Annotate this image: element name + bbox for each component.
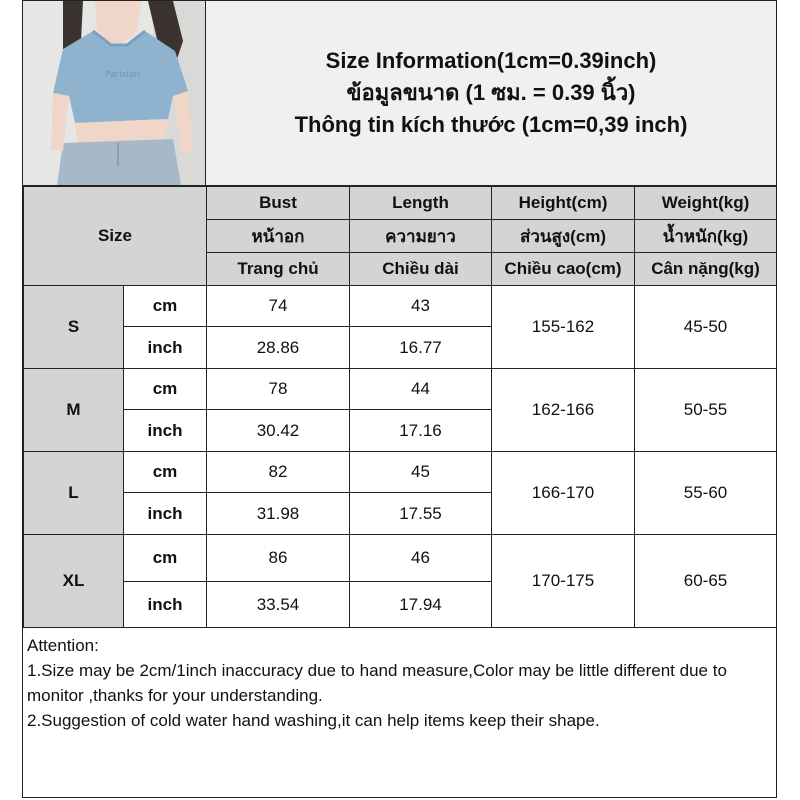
length-cm-value: 44 [350, 369, 492, 410]
height-range: 162-166 [492, 369, 635, 452]
length-inch-value: 16.77 [350, 327, 492, 369]
header-row-english [24, 187, 777, 220]
length-inch-value: 17.94 [350, 582, 492, 628]
unit-cm: cm [124, 369, 207, 410]
table-row [24, 535, 777, 582]
bust-inch-value: 33.54 [207, 582, 350, 628]
column-header-bust-thai: หน้าอก [207, 220, 350, 253]
bust-inch-value: 30.42 [207, 410, 350, 452]
column-header-weight: Weight(kg) [635, 187, 777, 220]
length-cm-value: 46 [350, 535, 492, 582]
title-block [206, 1, 776, 185]
weight-range: 50-55 [635, 369, 777, 452]
attention-notes [27, 633, 772, 733]
unit-inch: inch [124, 410, 207, 452]
size-table [23, 186, 777, 628]
svg-text:Parisian: Parisian [105, 70, 141, 80]
column-header-bust-vietnamese: Trang chủ [207, 253, 350, 286]
bust-cm-value: 82 [207, 452, 350, 493]
chart-header [23, 1, 776, 186]
bust-inch-value: 28.86 [207, 327, 350, 369]
length-cm-value: 43 [350, 286, 492, 327]
column-header-weight-vietnamese: Cân nặng(kg) [635, 253, 777, 286]
column-header-height-thai: ส่วนสูง(cm) [492, 220, 635, 253]
size-chart [22, 0, 777, 798]
unit-cm: cm [124, 452, 207, 493]
column-header-height: Height(cm) [492, 187, 635, 220]
height-range: 170-175 [492, 535, 635, 628]
unit-inch: inch [124, 493, 207, 535]
length-inch-value: 17.55 [350, 493, 492, 535]
bust-cm-value: 78 [207, 369, 350, 410]
weight-range: 60-65 [635, 535, 777, 628]
note-measurement: 1.Size may be 2cm/1inch inaccuracy due to hand measure,Color may be little different due to monitor ,thanks for your understanding. [27, 661, 727, 705]
unit-inch: inch [124, 582, 207, 628]
bust-cm-value: 86 [207, 535, 350, 582]
height-range: 166-170 [492, 452, 635, 535]
column-header-length-vietnamese: Chiều dài [350, 253, 492, 286]
title-vietnamese: Thông tin kích thước (1cm=0,39 inch) [294, 112, 688, 137]
bust-inch-value: 31.98 [207, 493, 350, 535]
table-row [24, 369, 777, 410]
bust-cm-value: 74 [207, 286, 350, 327]
weight-range: 45-50 [635, 286, 777, 369]
column-header-length-thai: ความยาว [350, 220, 492, 253]
column-header-length: Length [350, 187, 492, 220]
height-range: 155-162 [492, 286, 635, 369]
title-english: Size Information(1cm=0.39inch) [325, 48, 657, 73]
unit-cm: cm [124, 286, 207, 327]
unit-inch: inch [124, 327, 207, 369]
column-header-height-vietnamese: Chiều cao(cm) [492, 253, 635, 286]
note-washing: 2.Suggestion of cold water hand washing,it can help items keep their shape. [27, 711, 600, 730]
length-inch-value: 17.16 [350, 410, 492, 452]
title-thai: ข้อมูลขนาด (1 ซม. = 0.39 นิ้ว) [346, 80, 636, 105]
notes-heading: Attention: [27, 636, 99, 655]
product-photo [23, 1, 206, 185]
table-row [24, 452, 777, 493]
size-column-header: Size [24, 187, 207, 286]
column-header-bust: Bust [207, 187, 350, 220]
weight-range: 55-60 [635, 452, 777, 535]
unit-cm: cm [124, 535, 207, 582]
size-label-s: S [24, 286, 124, 369]
length-cm-value: 45 [350, 452, 492, 493]
size-label-l: L [24, 452, 124, 535]
size-label-xl: XL [24, 535, 124, 628]
column-header-weight-thai: น้ำหนัก(kg) [635, 220, 777, 253]
table-row [24, 286, 777, 327]
product-photo-image [23, 1, 206, 185]
size-label-m: M [24, 369, 124, 452]
